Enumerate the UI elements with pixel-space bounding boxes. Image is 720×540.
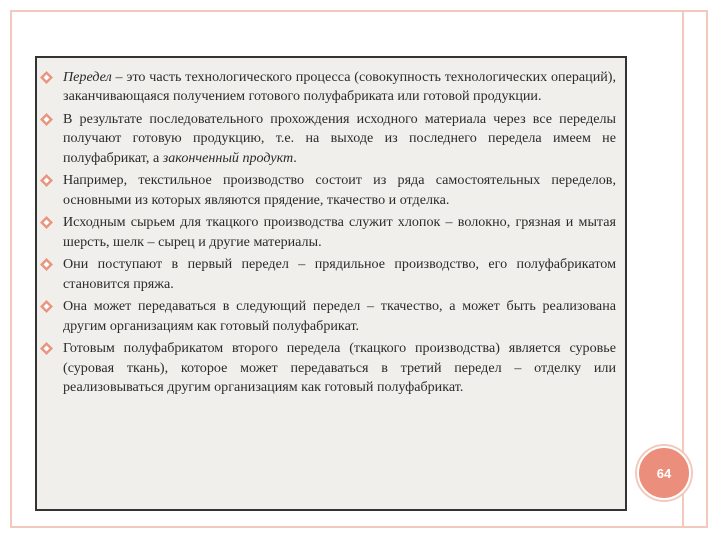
bullet-diamond-icon xyxy=(40,258,53,271)
bullet-diamond-icon xyxy=(40,174,53,187)
frame-divider-line xyxy=(682,10,684,528)
bullet-diamond-icon xyxy=(40,113,53,126)
bullet-text: Готовым полуфабрикатом второго передела (ткацкого производства) является суровье (суровая ткань), которое может передаваться в третий передел – отделку или реализовываться другим организациям как готовый полуфабрикат. xyxy=(63,340,616,396)
bullet-text: Она может передаваться в следующий передел – ткачество, а может быть реализована другим организациям как готовый полуфабрикат. xyxy=(63,298,616,334)
bullet-item xyxy=(63,213,616,252)
bullet-text: Они поступают в первый передел – прядильное производство, его полуфабрикатом становится пряжа. xyxy=(63,256,616,292)
bullet-text: Например, текстильное производство состоит из ряда самостоятельных переделов, основными из которых являются прядение, ткачество и отделка. xyxy=(63,172,616,208)
term-label: Передел xyxy=(63,69,112,85)
page-number: 64 xyxy=(656,465,672,481)
page-number-badge xyxy=(637,446,691,500)
bullet-diamond-icon xyxy=(40,300,53,313)
bullet-item xyxy=(63,171,616,210)
bullet-diamond-icon xyxy=(40,342,53,355)
bullet-text: Исходным сырьем для ткацкого производства служит хлопок – волокно, грязная и мытая шерсть, шелк – сырец и другие материалы. xyxy=(63,214,616,250)
bullet-item xyxy=(63,255,616,294)
bullet-item xyxy=(63,110,616,168)
bullet-list xyxy=(63,68,616,401)
bullet-diamond-icon xyxy=(40,216,53,229)
emphasis-text: законченный продукт xyxy=(162,149,294,166)
bullet-text: В результате последовательного прохождения исходного материала через все переделы получают готовую продукцию, т.е. на выходе из последнего передела имеем не полуфабрикат, а xyxy=(63,111,616,166)
bullet-item xyxy=(63,297,616,336)
bullet-diamond-icon xyxy=(40,71,53,84)
bullet-item xyxy=(63,339,616,397)
bullet-text: – это часть технологического процесса (совокупность технологических операций), заканчивающаяся получением готового полуфабриката или готовой продукции. xyxy=(63,69,616,105)
bullet-text-end: . xyxy=(293,149,297,166)
bullet-item xyxy=(63,68,616,107)
